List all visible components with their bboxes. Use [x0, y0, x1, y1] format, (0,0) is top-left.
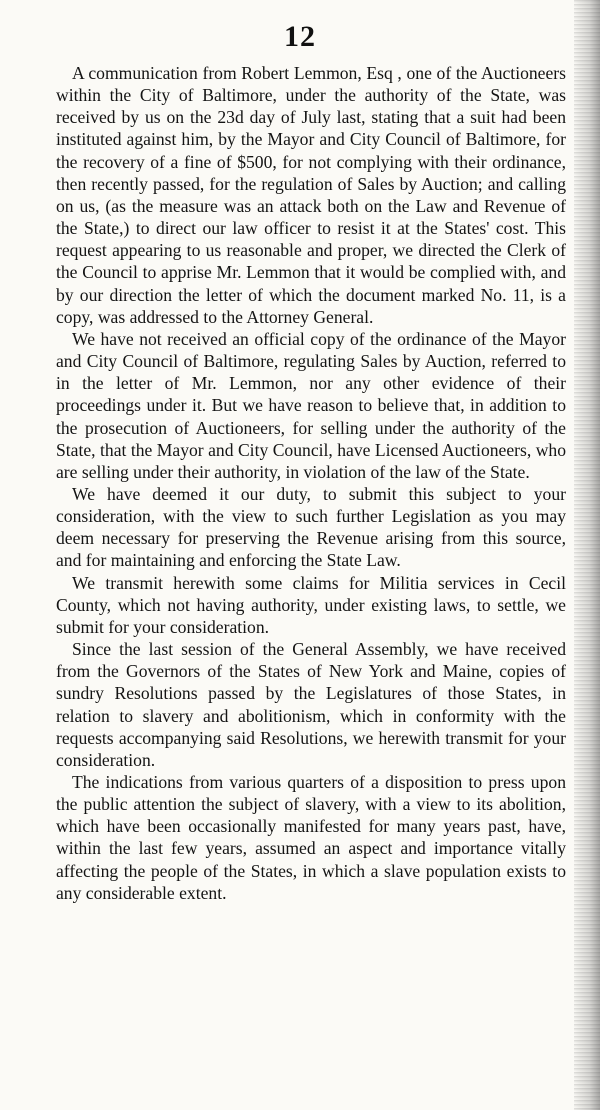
body-text — [56, 62, 566, 904]
paragraph-slavery-indications: The indications from various quarters of a disposition to press upon the public attention the subject of slavery, with a view to its abolition, which have been occasionally manifested for many years past, have, within the last few years, assumed an aspect and importance vitally affecting the people of the States, in which a slave population exists to any considerable extent. — [56, 772, 566, 903]
paragraph-ordinance: We have not received an official copy of the ordinance of the Mayor and City Council of Baltimore, regulating Sales by Auction, referred to in the letter of Mr. Lemmon, nor any other evidence of their proceedings under it. But we have reason to believe that, in addition to the prosecution of Auctioneers, for selling under the authority of the State, that the Mayor and City Council, have Licensed Auctioneers, who are selling under their authority, in violation of the law of the State. — [56, 328, 566, 482]
page-number: 12 — [284, 20, 316, 53]
page-binding-edge — [574, 0, 600, 1110]
paragraph-resolutions: Since the last session of the General Assembly, we have received from the Governors of the States of New York and Maine, copies of sundry Resolutions passed by the Legislatures of those States, in relation to slavery and abolitionism, which in conformity with the requests accompanying said Resolutions, we herewith transmit for your consideration. — [56, 639, 566, 770]
paragraph-lemmon-communication: A communication from Robert Lemmon, Esq , one of the Auctioneers within the City of Baltimore, under the authority of the State, was received by us on the 23d day of July last, stating that a suit had been instituted against him, by the Mayor and City Council of Baltimore, for the recovery of a fine of $500, for not complying with their ordinance, then recently passed, for the regulation of Sales by Auction; and calling on us, (as the measure was an attack both on the Law and Revenue of the State,) to direct our law officer to resist it at the States' cost. This request appearing to us reasonable and proper, we directed the Clerk of the Council to apprise Mr. Lemmon that it would be complied with, and by our direction the letter of which the document marked No. 11, is a copy, was addressed to the Attorney General. — [56, 63, 566, 327]
paragraph-legislation: We have deemed it our duty, to submit this subject to your consideration, with the view to such further Legislation as you may deem necessary for preserving the Revenue arising from this source, and for maintaining and enforcing the State Law. — [56, 483, 566, 571]
paragraph-militia-claims: We transmit herewith some claims for Militia services in Cecil County, which not having authority, under existing laws, to settle, we submit for your consideration. — [56, 572, 566, 637]
